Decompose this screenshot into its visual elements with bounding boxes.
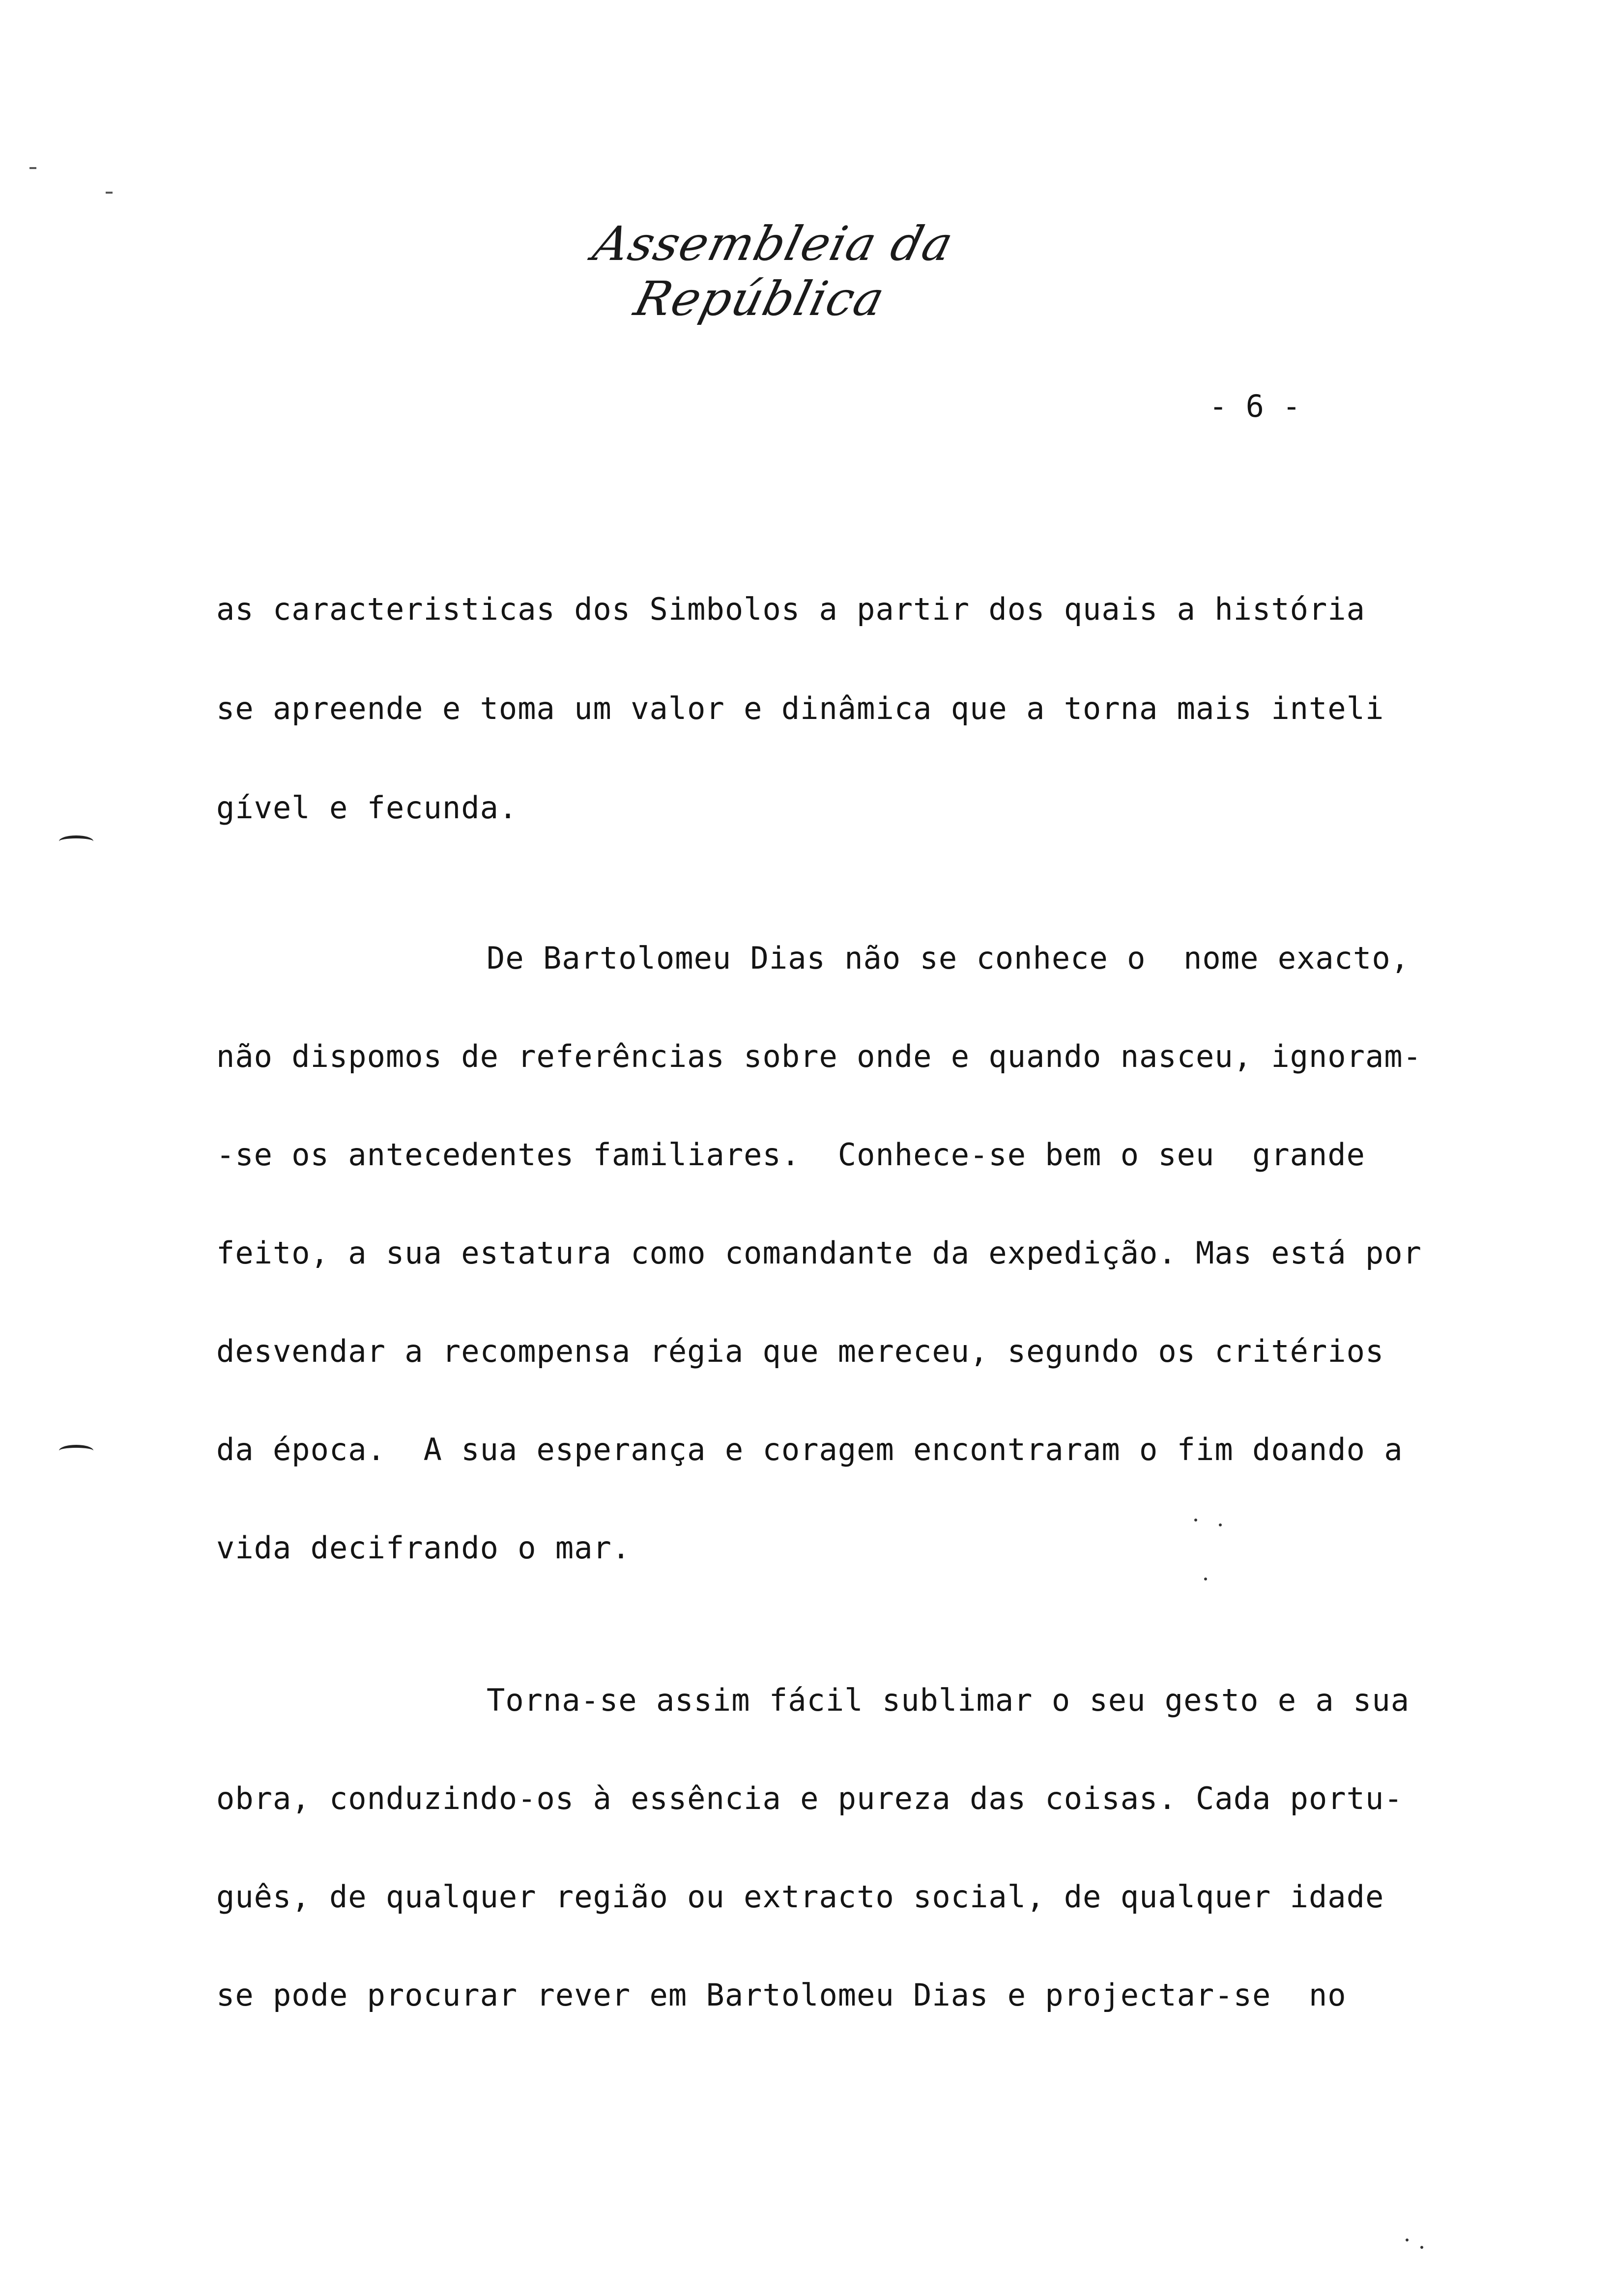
text-line: da época. A sua esperança e coragem encontraram o fim doando a [216,1432,1403,1467]
text-line: guês, de qualquer região ou extracto social, de qualquer idade [216,1879,1384,1915]
text-line: Torna-se assim fácil sublimar o seu gesto e a sua [487,1682,1410,1718]
text-line: gível e fecunda. [216,790,518,826]
punch-mark [59,1445,93,1457]
scan-speck [1420,2246,1423,2249]
scan-speck [1406,2239,1409,2241]
text-line: De Bartolomeu Dias não se conhece o nome exacto, [487,940,1410,976]
page-number: - 6 - [1209,388,1301,424]
scan-speck [1194,1519,1197,1521]
text-line: as caracteristicas dos Simbolos a partir dos quais a história [216,591,1365,627]
punch-mark [59,835,93,847]
text-line: desvendar a recompensa régia que mereceu, segundo os critérios [216,1333,1384,1369]
scan-speck [106,192,113,194]
text-line: não dispomos de referências sobre onde e quando nasceu, ignoram- [216,1038,1422,1074]
text-line: se pode procurar rever em Bartolomeu Dias e projectar-se no [216,1977,1347,2013]
text-line: -se os antecedentes familiares. Conhece-se bem o seu grande [216,1137,1365,1173]
text-line: se apreende e toma um valor e dinâmica que a torna mais inteli [216,690,1384,726]
text-line: vida decifrando o mar. [216,1530,631,1566]
scan-speck [1204,1578,1207,1580]
letterhead: Assembleia da República [588,216,959,326]
text-line: feito, a sua estatura como comandante da expedição. Mas está por [216,1235,1422,1271]
scan-speck [1219,1523,1222,1526]
scan-speck [29,167,36,169]
text-line: obra, conduzindo-os à essência e pureza das coisas. Cada portu- [216,1780,1403,1816]
